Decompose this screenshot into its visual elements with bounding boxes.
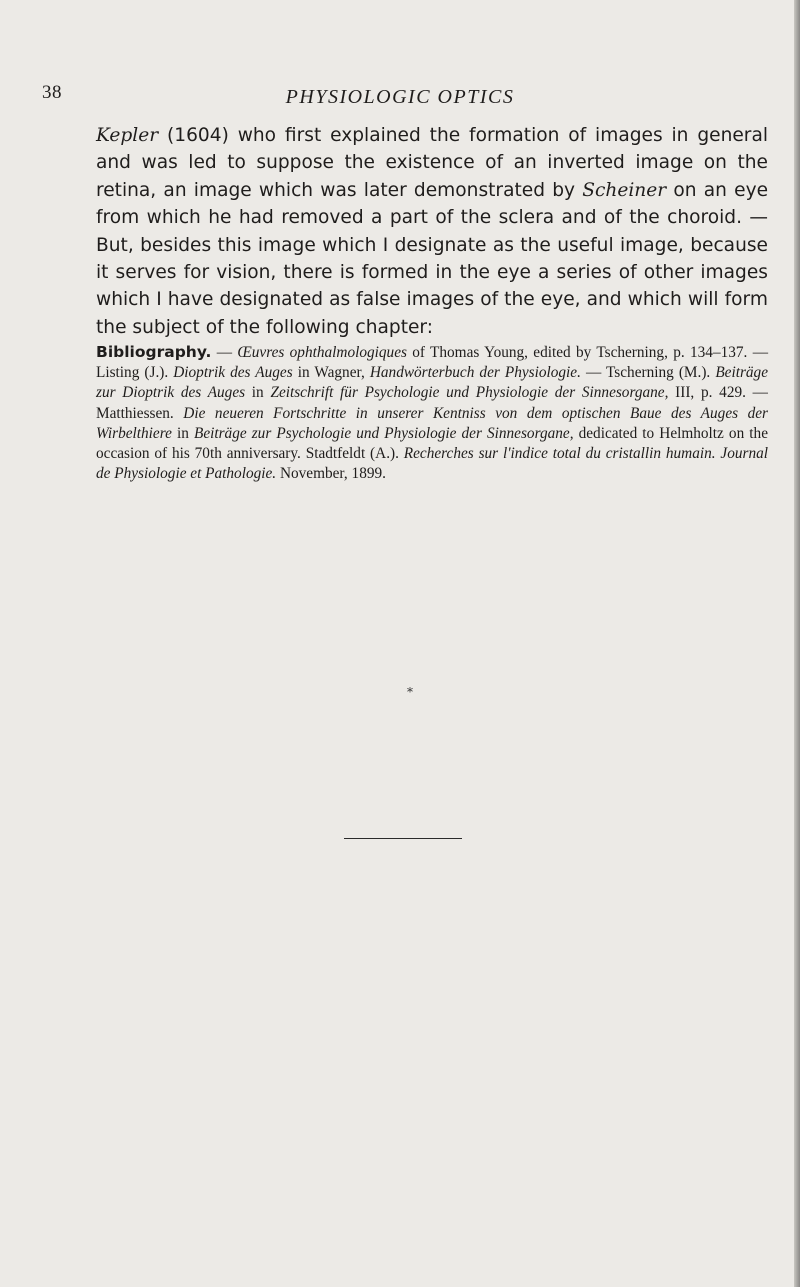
body-text-part: (1604) who first explained the formation of images in general and was led to suppose the existence of an inverted image on the retina, an image which was later demonstrated by [96, 125, 768, 201]
page-number: 38 [42, 82, 62, 103]
bibliography-text: dedicated to Helmholtz on the occasion of his 70th anniversary. Stadtfeldt (A.). [96, 424, 768, 463]
bibliography-title: Œuvres ophthalmologiques [237, 344, 407, 361]
bibliography-title: Handwörterbuch der Physiologie. [369, 364, 581, 382]
bibliography-label: Bibliography. [96, 343, 212, 361]
bibliography-title: Die neueren Fortschritte in unserer Kentniss von dem optischen Baue des Auges der Wirbelthiere [96, 404, 768, 442]
bibliography-title: Beiträge zur Dioptrik des Auges [96, 364, 768, 402]
bibliography-title: Zeitschrift für Psychologie und Physiologie der Sinnesorgane, [270, 384, 669, 402]
body-paragraph [96, 122, 768, 341]
bibliography-text: — Tscherning (M.). [580, 364, 716, 382]
horizontal-rule [344, 838, 462, 839]
bibliography-text: of Thomas Young, edited by Tscherning, p. 134–137. — Listing (J.). [96, 344, 768, 382]
stray-mark: * [407, 685, 413, 699]
name-kepler: Kepler [96, 125, 159, 146]
bibliography-text: November, 1899. [276, 465, 386, 483]
bibliography [96, 342, 768, 484]
bibliography-text: in Wagner, [292, 364, 370, 382]
bibliography-text: — [211, 344, 238, 361]
bibliography-title: Recherches sur l'indice total du cristallin humain. [403, 445, 716, 463]
body-text-part: on an eye from which he had removed a part of the sclera and of the choroid. — But, besides this image which I designate as the useful image, because it serves for vision, there is formed in the eye a series of other images which I have designated as false images of the eye, and which will form the subject of the following chapter: [96, 179, 769, 338]
bibliography-text: III, p. 429. — Matthiessen. [96, 384, 768, 422]
page-edge-shadow [794, 0, 800, 1287]
bibliography-text: in [171, 424, 194, 442]
running-head: PHYSIOLOGIC OPTICS [285, 86, 515, 108]
bibliography-title: Journal de Physiologie et Pathologie. [96, 445, 769, 483]
bibliography-title: Beiträge zur Psychologie und Physiologie der Sinnesorgane, [193, 424, 574, 442]
bibliography-title: Dioptrik des Auges [173, 364, 293, 382]
name-scheiner: Scheiner [582, 179, 667, 201]
bibliography-text: in [245, 384, 271, 402]
